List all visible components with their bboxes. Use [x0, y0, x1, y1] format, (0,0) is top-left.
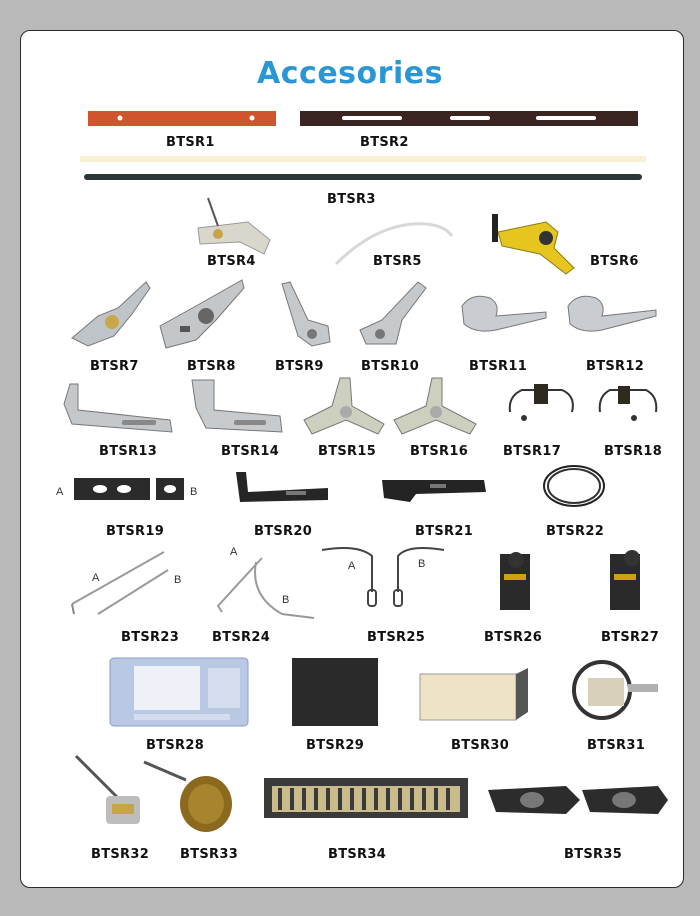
btsr8-label: BTSR8 — [187, 359, 236, 374]
btsr33-image — [140, 758, 236, 838]
btsr22-label: BTSR22 — [546, 524, 605, 539]
btsr26-image — [490, 544, 542, 620]
btsr24-label: BTSR24 — [212, 630, 271, 645]
btsr4-label: BTSR4 — [207, 254, 256, 269]
btsr32-label: BTSR32 — [91, 847, 150, 862]
btsr15-label: BTSR15 — [318, 444, 377, 459]
btsr35-image — [486, 780, 670, 820]
btsr8-image — [156, 276, 248, 354]
btsr11-label: BTSR11 — [469, 359, 528, 374]
btsr27-image — [596, 544, 656, 620]
btsr22-image — [540, 460, 610, 510]
btsr21-image — [380, 474, 490, 504]
btsr23-label: BTSR23 — [121, 630, 180, 645]
btsr24-mark-b: B — [282, 594, 290, 606]
btsr16-label: BTSR16 — [410, 444, 469, 459]
page-title: Accesories — [257, 56, 443, 91]
btsr23-mark-b: B — [174, 574, 182, 586]
btsr29-label: BTSR29 — [306, 738, 365, 753]
btsr19-mark-a: A — [56, 486, 64, 498]
btsr7-image — [68, 278, 154, 354]
btsr28-image — [108, 656, 250, 728]
btsr31-image — [568, 656, 664, 732]
btsr20-label: BTSR20 — [254, 524, 313, 539]
btsr18-label: BTSR18 — [604, 444, 663, 459]
btsr25-mark-a: A — [348, 560, 356, 572]
btsr19-image — [74, 476, 186, 504]
btsr31-label: BTSR31 — [587, 738, 646, 753]
btsr2-label: BTSR2 — [360, 135, 409, 150]
btsr6-image — [488, 212, 580, 276]
btsr13-label: BTSR13 — [99, 444, 158, 459]
btsr34-label: BTSR34 — [328, 847, 387, 862]
btsr24-mark-a: A — [230, 546, 238, 558]
btsr10-image — [356, 280, 430, 350]
btsr26-label: BTSR26 — [484, 630, 543, 645]
btsr14-image — [188, 376, 288, 438]
btsr17-label: BTSR17 — [503, 444, 562, 459]
btsr12-image — [562, 290, 662, 336]
btsr18-image — [594, 378, 664, 430]
btsr34-image — [262, 772, 472, 826]
btsr24-image — [206, 556, 322, 626]
btsr10-label: BTSR10 — [361, 359, 420, 374]
btsr29-image — [290, 656, 380, 728]
btsr14-label: BTSR14 — [221, 444, 280, 459]
btsr5-label: BTSR5 — [373, 254, 422, 269]
btsr15-image — [302, 376, 388, 438]
btsr1-label: BTSR1 — [166, 135, 215, 150]
btsr9-image — [278, 280, 344, 350]
btsr2-image — [300, 110, 642, 128]
btsr30-label: BTSR30 — [451, 738, 510, 753]
btsr23-image — [68, 548, 172, 622]
btsr19-label: BTSR19 — [106, 524, 165, 539]
btsr27-label: BTSR27 — [601, 630, 660, 645]
btsr35-label: BTSR35 — [564, 847, 623, 862]
btsr12-label: BTSR12 — [586, 359, 645, 374]
btsr11-image — [456, 290, 552, 336]
btsr33-label: BTSR33 — [180, 847, 239, 862]
btsr25-image — [318, 542, 448, 610]
btsr25-mark-b: B — [418, 558, 426, 570]
btsr25-label: BTSR25 — [367, 630, 426, 645]
btsr3-image — [80, 156, 646, 186]
btsr20-image — [232, 470, 332, 506]
btsr30-image — [418, 664, 530, 724]
btsr21-label: BTSR21 — [415, 524, 474, 539]
btsr28-label: BTSR28 — [146, 738, 205, 753]
btsr16-image — [392, 376, 482, 438]
btsr1-image — [88, 110, 278, 128]
btsr3-label: BTSR3 — [327, 192, 376, 207]
btsr17-image — [504, 378, 580, 430]
btsr4-image — [178, 196, 288, 260]
btsr7-label: BTSR7 — [90, 359, 139, 374]
btsr13-image — [60, 380, 178, 436]
btsr19-mark-b: B — [190, 486, 198, 498]
btsr6-label: BTSR6 — [590, 254, 639, 269]
btsr23-mark-a: A — [92, 572, 100, 584]
btsr9-label: BTSR9 — [275, 359, 324, 374]
